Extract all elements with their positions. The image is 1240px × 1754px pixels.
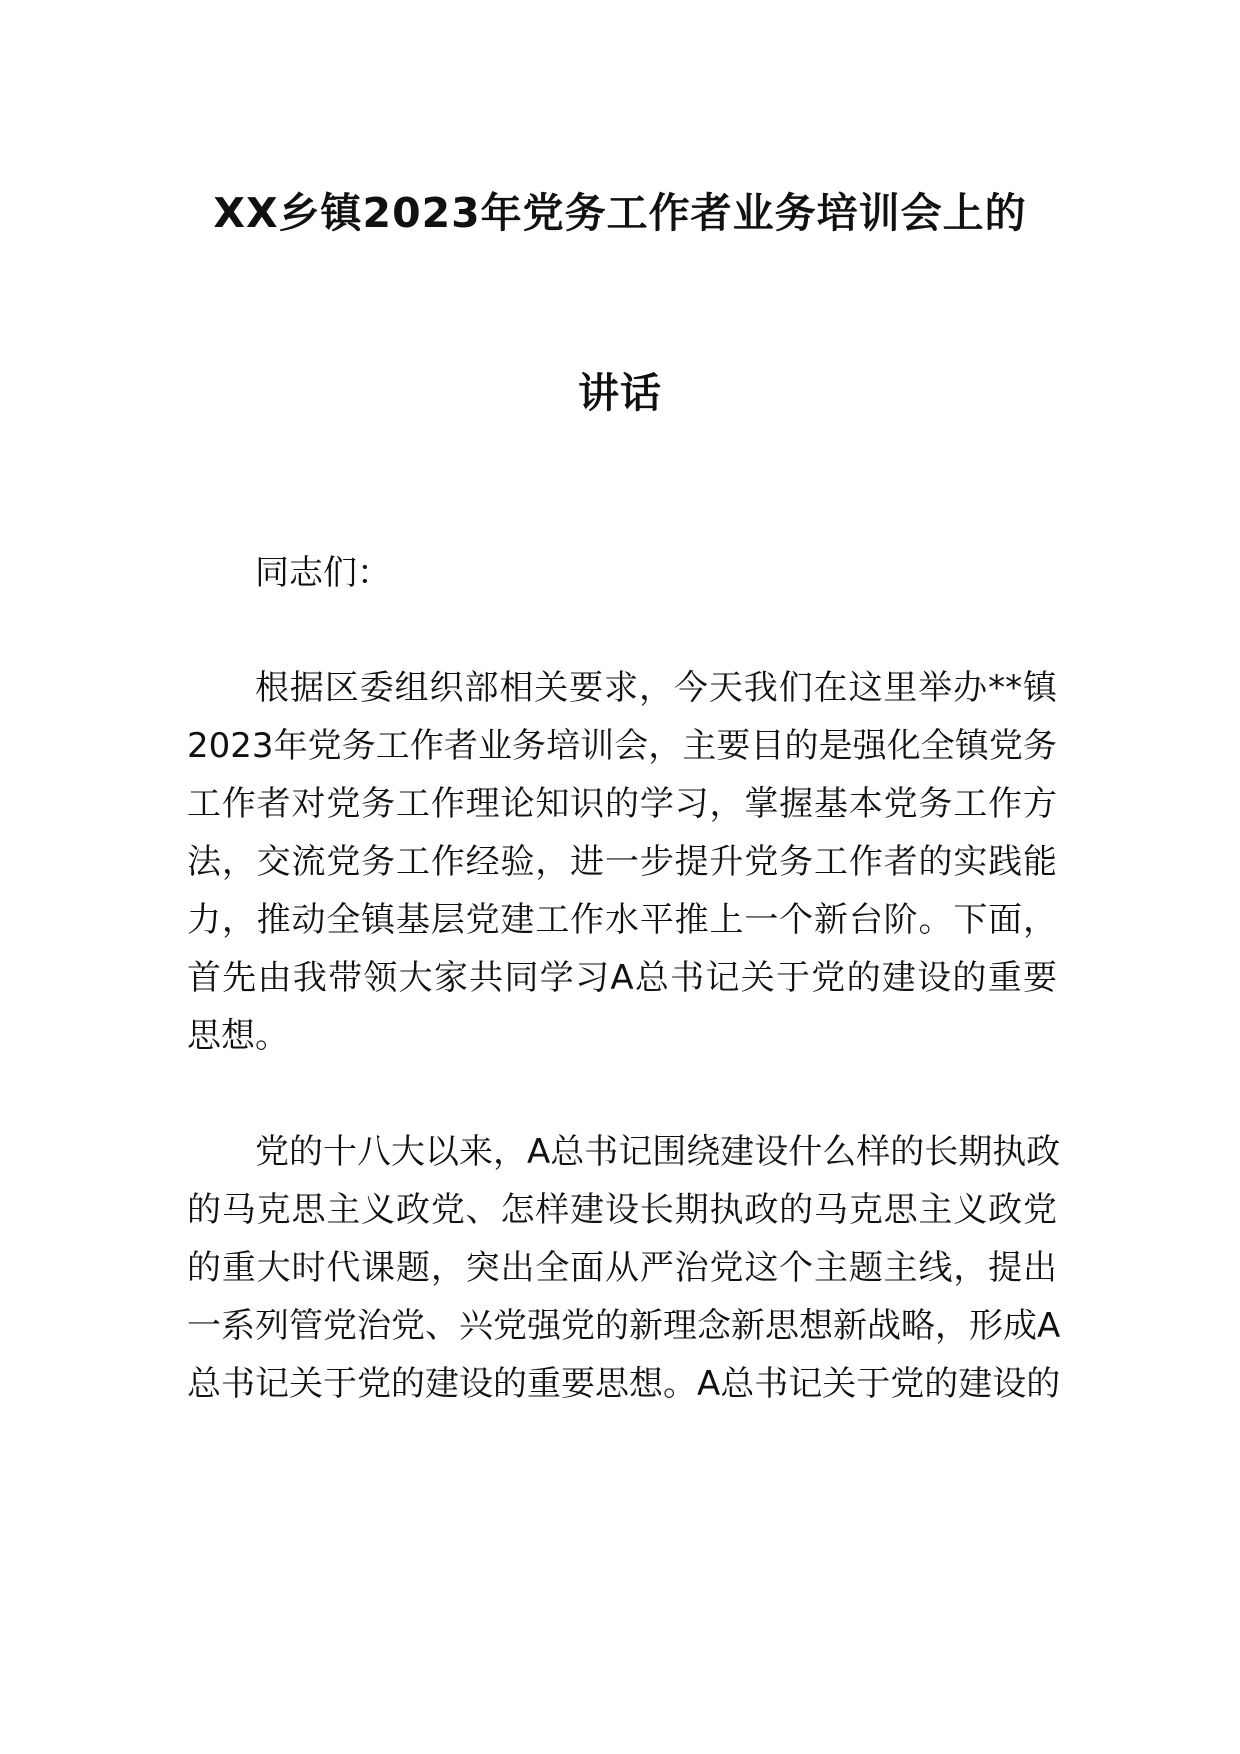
paragraph-1-line: 工作者对党务工作理论知识的学习，掌握基本党务工作方 [187,784,1057,824]
paragraph-1-line: 思想。 [187,1016,289,1056]
paragraph-1-line: 2023年党务工作者业务培训会，主要目的是强化全镇党务 [187,726,1057,766]
paragraph-1-line: 首先由我带领大家共同学习A总书记关于党的建设的重要 [187,958,1057,998]
paragraph-2-line: 一系列管党治党、兴党强党的新理念新思想新战略，形成A [187,1306,1061,1346]
paragraph-1-line: 力，推动全镇基层党建工作水平推上一个新台阶。下面， [187,900,1057,940]
paragraph-2-line: 的马克思主义政党、怎样建设长期执政的马克思主义政党 [187,1190,1057,1230]
document-title-line-2: 讲话 [578,369,662,417]
paragraph-2-line: 党的十八大以来，A总书记围绕建设什么样的长期执政 [255,1132,1061,1172]
document-title-line-1: XX乡镇2023年党务工作者业务培训会上的 [213,189,1027,237]
paragraph-2-line: 总书记关于党的建设的重要思想。A总书记关于党的建设的 [187,1364,1061,1404]
paragraph-2-line: 的重大时代课题，突出全面从严治党这个主题主线，提出 [187,1248,1057,1288]
paragraph-1-line: 根据区委组织部相关要求，今天我们在这里举办**镇 [255,668,1057,708]
paragraph-1-line: 法，交流党务工作经验，进一步提升党务工作者的实践能 [187,842,1057,882]
greeting: 同志们： [255,553,391,593]
